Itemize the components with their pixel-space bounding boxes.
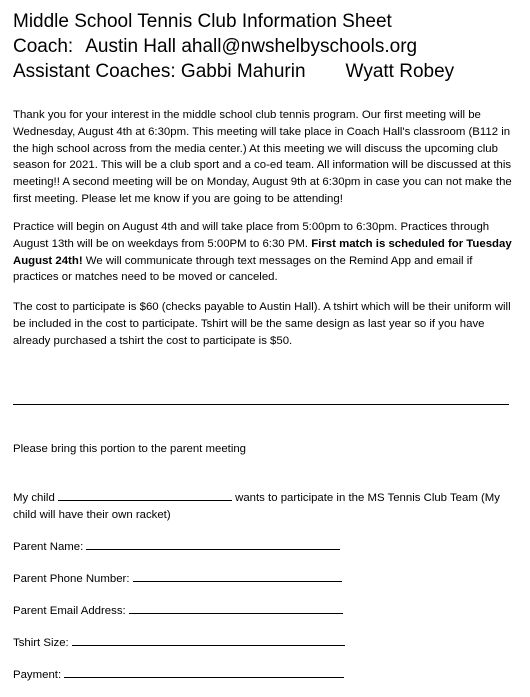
parent-phone-blank[interactable] [133, 570, 342, 582]
tshirt-size-blank[interactable] [72, 634, 345, 646]
bring-note: Please bring this portion to the parent meeting [13, 443, 247, 455]
assistant-label: Assistant Coaches: [13, 61, 176, 82]
coach-name: Austin Hall [85, 36, 177, 57]
coach-email: ahall@nwshelbyschools.org [181, 36, 418, 57]
sheet-header [13, 9, 454, 84]
parent-name-blank[interactable] [86, 538, 340, 550]
parent-name-label: Parent Name: [13, 541, 84, 553]
payment-label: Payment: [13, 669, 62, 681]
child-name-blank[interactable] [58, 489, 232, 501]
tshirt-size-label: Tshirt Size: [13, 637, 69, 649]
parent-phone-label: Parent Phone Number: [13, 573, 130, 585]
practice-paragraph [13, 219, 513, 286]
practice-text-start: Practice will begin on August 4th and will take place from 5:00pm to 6:30pm. Practices through August 13th will be on weekdays from 5:00PM to 6:30 PM. [13, 221, 490, 250]
practice-text-end: We will communicate through text messages on the Remind App and email if practices or matches need to be moved or canceled. [13, 254, 473, 284]
coach-line [13, 34, 454, 59]
payment-blank[interactable] [64, 666, 344, 678]
intro-paragraph: Thank you for your interest in the middle school club tennis program. Our first meeting will be Wednesday, August 4th at 6:30pm. This meeting will take place in Coach Hall's classroom (B112 in the high school across from the media center.) At this meeting we will discuss the upcoming club season for 2021. This will be a club sport and a co-ed team. All information will be discussed at this meeting!! A second meeting will be on Monday, August 9th at 6:30pm in case you can not make the first meeting. Please let me know if you are going to be attending! [13, 109, 512, 205]
parent-phone-field [13, 570, 342, 588]
cut-line [13, 404, 509, 405]
child-participation-line [13, 489, 518, 524]
assistant-coach-2: Wyatt Robey [345, 61, 455, 82]
cost-paragraph: The cost to participate is $60 (checks payable to Austin Hall). A tshirt which will be their uniform will be included in the cost to participate. Tshirt will be the same design as last year so if you have already purchased a tshirt the cost to participate is $50. [13, 301, 511, 347]
sheet-title: Middle School Tennis Club Information Sheet [13, 11, 392, 32]
parent-email-field [13, 602, 343, 620]
child-prefix: My child [13, 492, 55, 504]
payment-field [13, 666, 344, 684]
assistant-coach-1: Gabbi Mahurin [180, 61, 306, 82]
child-suffix: wants to participate in the MS Tennis Club Team (My child will have their own racket) [13, 492, 500, 521]
tshirt-size-field [13, 634, 345, 652]
parent-email-label: Parent Email Address: [13, 605, 126, 617]
coach-label: Coach: [13, 36, 74, 57]
parent-email-blank[interactable] [129, 602, 343, 614]
assistant-coaches-line [13, 59, 454, 84]
parent-name-field [13, 538, 340, 556]
first-match-note: First match is scheduled for Tuesday August 24th! [13, 237, 512, 267]
